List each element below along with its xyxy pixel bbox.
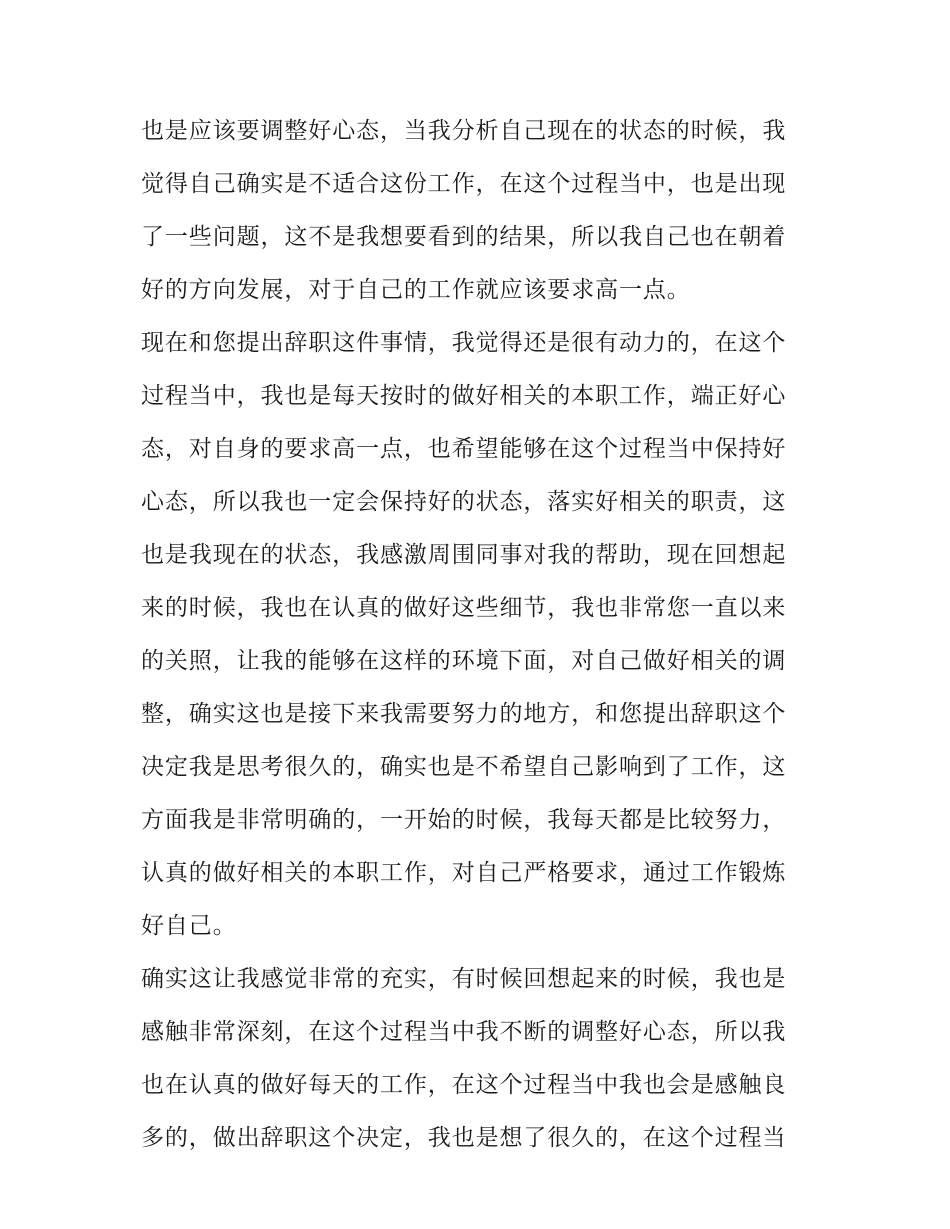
text-line: 的关照，让我的能够在这样的环境下面，对自己做好相关的调 — [141, 648, 787, 674]
text-line: 也是应该要调整好心态，当我分析自己现在的状态的时候，我 — [141, 118, 787, 144]
text-line: 认真的做好相关的本职工作，对自己严格要求，通过工作锻炼 — [141, 860, 787, 886]
text-line: 也在认真的做好每天的工作，在这个过程当中我也会是感触良 — [141, 1072, 787, 1098]
text-line: 好自己。 — [141, 913, 237, 939]
text-line: 多的，做出辞职这个决定，我也是想了很久的，在这个过程当 — [141, 1125, 787, 1151]
text-line: 觉得自己确实是不适合这份工作，在这个过程当中，也是出现 — [141, 171, 787, 197]
text-line: 确实这让我感觉非常的充实，有时候回想起来的时候，我也是 — [141, 966, 787, 992]
text-line: 态，对自身的要求高一点，也希望能够在这个过程当中保持好 — [141, 436, 787, 462]
text-line: 感触非常深刻，在这个过程当中我不断的调整好心态，所以我 — [141, 1019, 787, 1045]
text-line: 过程当中，我也是每天按时的做好相关的本职工作，端正好心 — [141, 383, 787, 409]
text-line: 决定我是思考很久的，确实也是不希望自己影响到了工作，这 — [141, 754, 787, 780]
text-line: 也是我现在的状态，我感激周围同事对我的帮助，现在回想起 — [141, 542, 787, 568]
text-line: 来的时候，我也在认真的做好这些细节，我也非常您一直以来 — [141, 595, 787, 621]
text-line: 心态，所以我也一定会保持好的状态，落实好相关的职责，这 — [141, 489, 787, 515]
text-line: 方面我是非常明确的，一开始的时候，我每天都是比较努力， — [141, 807, 787, 833]
text-line: 现在和您提出辞职这件事情，我觉得还是很有动力的，在这个 — [141, 330, 787, 356]
document-body — [141, 110, 813, 1170]
text-line: 好的方向发展，对于自己的工作就应该要求高一点。 — [141, 277, 691, 303]
text-line: 了一些问题，这不是我想要看到的结果，所以我自己也在朝着 — [141, 224, 787, 250]
text-line: 整，确实这也是接下来我需要努力的地方，和您提出辞职这个 — [141, 701, 787, 727]
